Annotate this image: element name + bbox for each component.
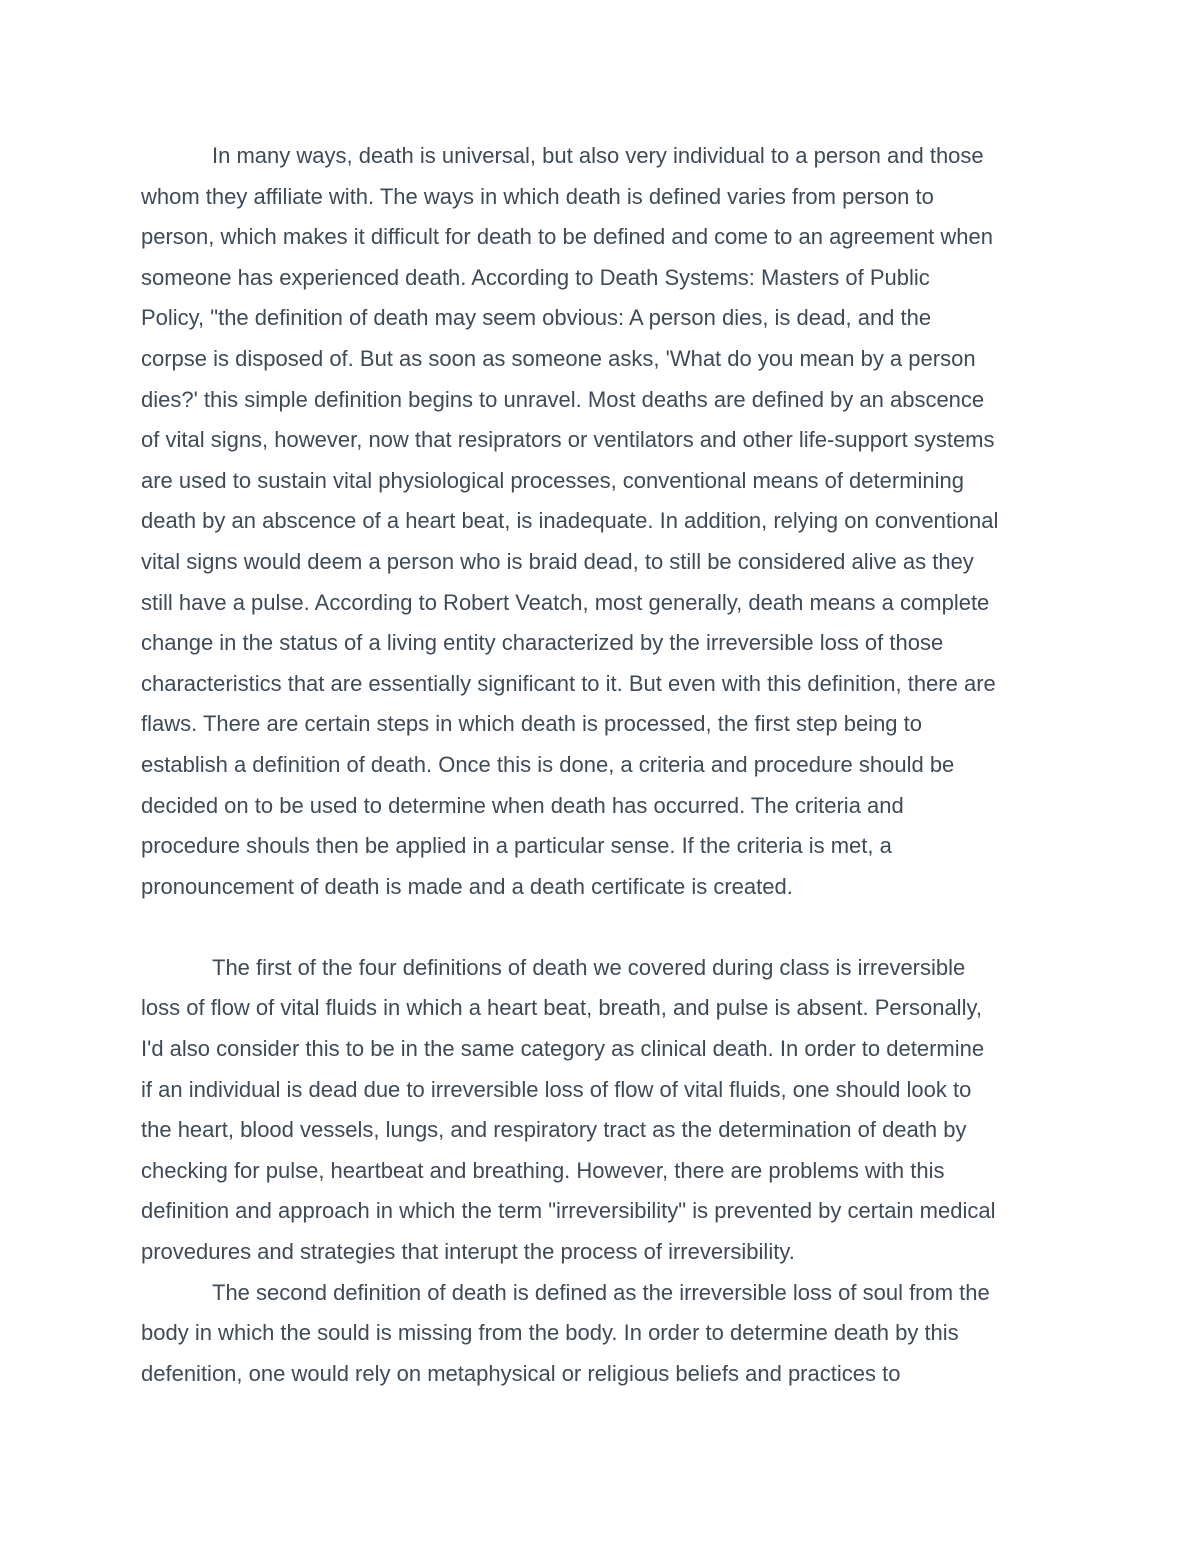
paragraph-spacer [141, 907, 1061, 948]
paragraph-1-line-16: establish a definition of death. Once this is done, a criteria and procedure should be [141, 751, 955, 777]
paragraph-2-line-7: definition and approach in which the term "irreversibility" is prevented by certain medical [141, 1198, 996, 1224]
paragraph-1-line-17: decided on to be used to determine when death has occurred. The criteria and [141, 792, 904, 818]
paragraph-1-line-11: vital signs would deem a person who is braid dead, to still be considered alive as they [141, 548, 974, 574]
paragraph-1-line-9: are used to sustain vital physiological processes, conventional means of determining [141, 467, 965, 493]
paragraph-1-line-19: pronouncement of death is made and a death certificate is created. [141, 873, 793, 899]
paragraph-2-line-8: provedures and strategies that interupt the process of irreversibility. [141, 1239, 795, 1265]
paragraph-1-line-14: characteristics that are essentially significant to it. But even with this definition, there are [141, 670, 996, 696]
paragraph-1-line-8: of vital signs, however, now that resiprators or ventilators and other life-support systems [141, 427, 995, 453]
paragraph-2-line-1: The first of the four definitions of death we covered during class is irreversible [212, 954, 966, 980]
paragraph-1-line-18: procedure shouls then be applied in a particular sense. If the criteria is met, a [141, 833, 892, 859]
paragraph-2-line-3: I'd also consider this to be in the same category as clinical death. In order to determine [141, 1036, 985, 1062]
paragraph-1-line-12: still have a pulse. According to Robert Veatch, most generally, death means a complete [141, 589, 990, 615]
paragraph-1-line-13: change in the status of a living entity characterized by the irreversible loss of those [141, 630, 944, 656]
paragraph-1-line-1: In many ways, death is universal, but also very individual to a person and those [212, 143, 984, 168]
paragraph-2-line-2: loss of flow of vital fluids in which a heart beat, breath, and pulse is absent. Personally, [141, 995, 982, 1021]
paragraph-2-line-4: if an individual is dead due to irreversible loss of flow of vital fluids, one should look to [141, 1076, 972, 1102]
paragraph-1-line-5: Policy, "the definition of death may seem obvious: A person dies, is dead, and the [141, 305, 932, 331]
paragraph-2-line-6: checking for pulse, heartbeat and breathing. However, there are problems with this [141, 1157, 945, 1183]
paragraph-1-line-15: flaws. There are certain steps in which death is processed, the first step being to [141, 711, 922, 737]
paragraph-3-line-1: The second definition of death is defined as the irreversible loss of soul from the [212, 1279, 990, 1305]
document-body [141, 136, 1061, 1394]
paragraph-1-line-2: whom they affiliate with. The ways in which death is defined varies from person to [141, 183, 934, 209]
paragraph-1-line-4: someone has experienced death. According to Death Systems: Masters of Public [141, 264, 930, 290]
paragraph-1-line-7: dies?' this simple definition begins to unravel. Most deaths are defined by an abscence [141, 386, 985, 412]
paragraph-1-line-10: death by an abscence of a heart beat, is inadequate. In addition, relying on conventional [141, 508, 999, 534]
paragraph-1-line-6: corpse is disposed of. But as soon as someone asks, 'What do you mean by a person [141, 345, 976, 371]
paragraph-2-line-5: the heart, blood vessels, lungs, and respiratory tract as the determination of death by [141, 1117, 967, 1143]
paragraph-1-line-3: person, which makes it difficult for death to be defined and come to an agreement when [141, 224, 993, 250]
paragraph-3-line-2: body in which the sould is missing from the body. In order to determine death by this [141, 1320, 959, 1346]
paragraph-3-line-3: defenition, one would rely on metaphysical or religious beliefs and practices to [141, 1360, 901, 1386]
